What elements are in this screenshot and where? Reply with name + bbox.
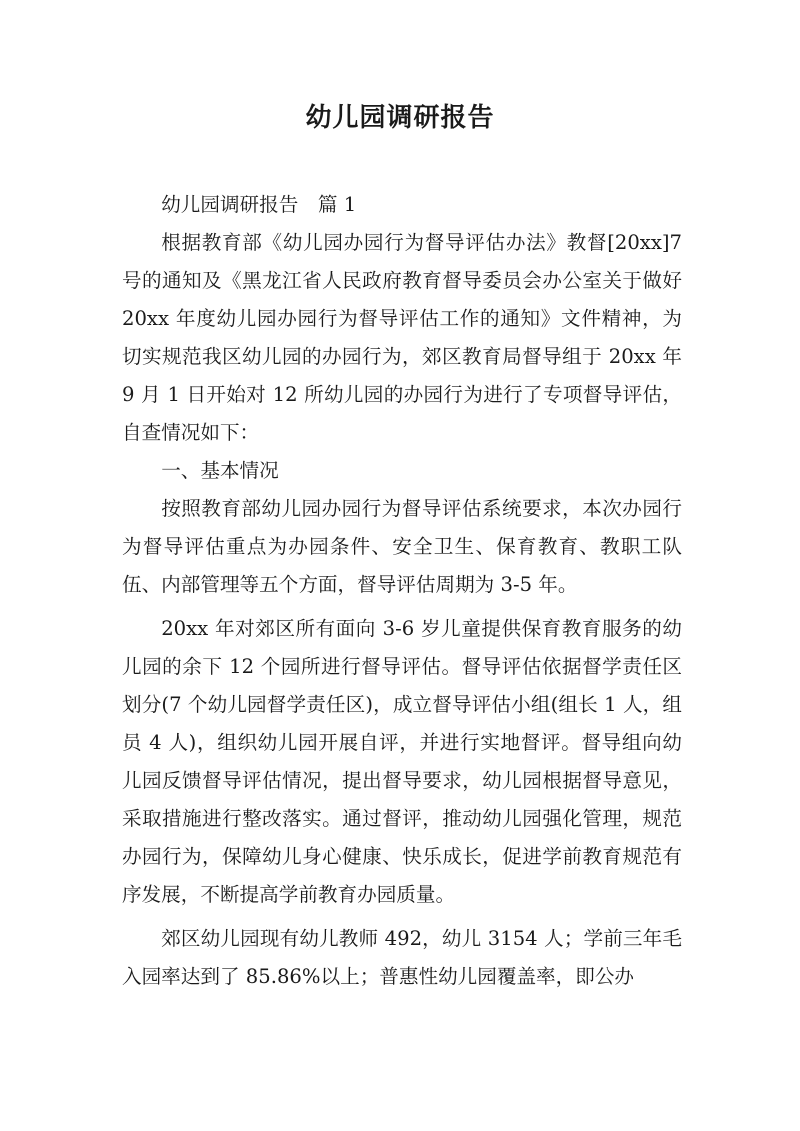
paragraph: 按照教育部幼儿园办园行为督导评估系统要求，本次办园行为督导评估重点为办园条件、安全卫生、保育教育、教职工队伍、内部管理等五个方面，督导评估周期为 3-5 年。: [122, 497, 682, 596]
paragraph: 20xx 年对郊区所有面向 3-6 岁儿童提供保育教育服务的幼儿园的余下 12 个园所进行督导评估。督导评估依据督学责任区划分(7 个幼儿园督学责任区)，成立督导评估小组(组长 1 人，组员 4 人)，组织幼儿园开展自评，并进行实地督评。督导组向幼儿园反馈督导评估情况，提出督导要求，幼儿园根据督导意见，采取措施进行整改落实。通过督评，推动幼儿园强化管理，规范办园行为，保障幼儿身心健康、快乐成长，促进学前教育规范有序发展，不断提高学前教育办园质量。: [122, 617, 682, 906]
section-heading: 幼儿园调研报告 篇 1: [161, 193, 357, 216]
paragraph: 根据教育部《幼儿园办园行为督导评估办法》教督[20xx]7 号的通知及《黑龙江省人民政府教育督导委员会办公室关于做好 20xx 年度幼儿园办园行为督导评估工作的通知》文件精神，为切实规范我区幼儿园的办园行为，郊区教育局督导组于 20xx 年 9 月 1 日开始对 12 所幼儿园的办园行为进行了专项督导评估，自查情况如下：: [122, 231, 682, 444]
section-heading: 一、基本情况: [161, 459, 279, 482]
document-body: [122, 186, 682, 996]
document-title: 幼儿园调研报告: [305, 103, 495, 133]
paragraph: 郊区幼儿园现有幼儿教师 492，幼儿 3154 人；学前三年毛入园率达到了 85.86%以上；普惠性幼儿园覆盖率，即公办: [122, 927, 682, 988]
